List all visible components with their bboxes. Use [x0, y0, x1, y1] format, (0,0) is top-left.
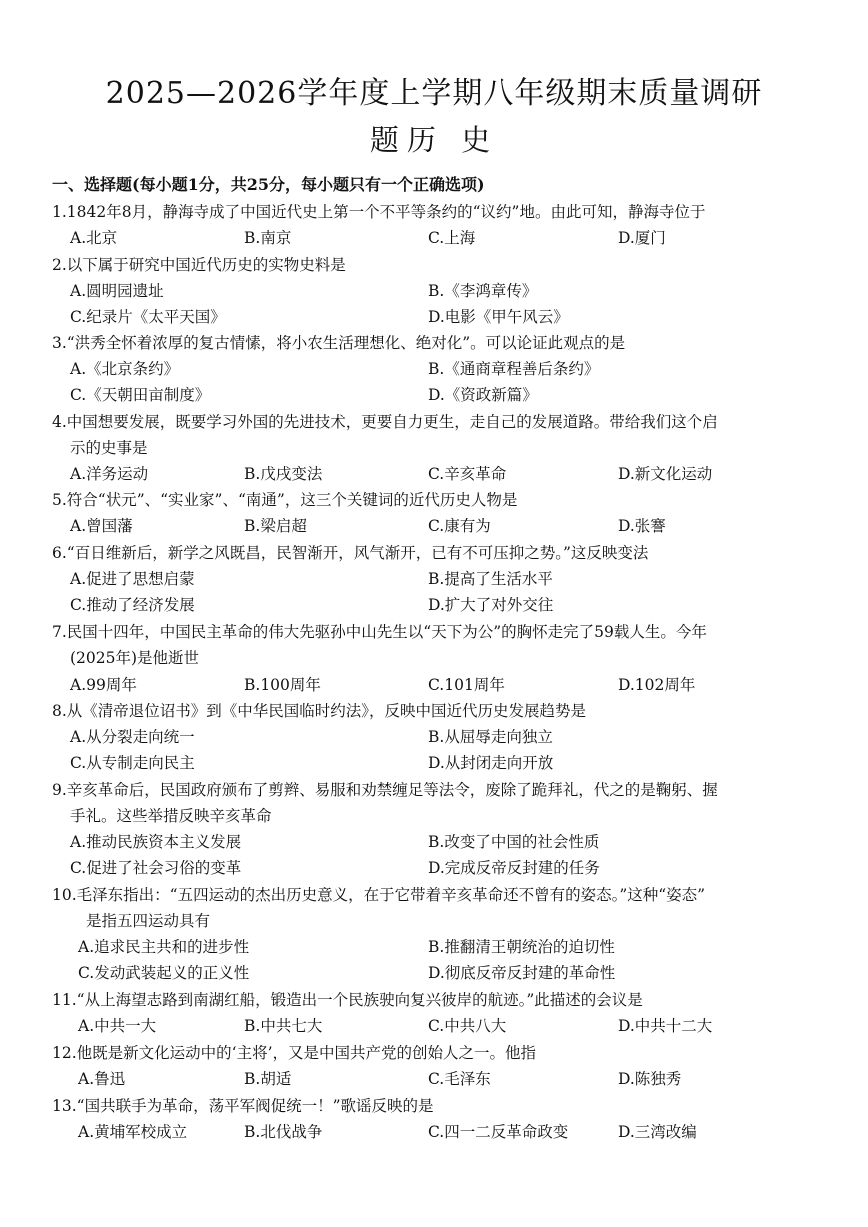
q5-option-a: A.曾国藩 — [70, 517, 133, 535]
question-8-options-row1 — [0, 726, 868, 748]
q3-option-a: A.《北京条约》 — [70, 360, 180, 378]
q10-option-c: C.发动武装起义的正义性 — [78, 964, 250, 982]
question-7-stem: 7.民国十四年，中国民主革命的伟大先驱孙中山先生以“天下为公”的胸怀走完了59载人生。今年 — [52, 623, 707, 641]
question-12-options — [0, 1068, 868, 1090]
q6-option-c: C.推动了经济发展 — [70, 596, 195, 614]
question-2-options-row2 — [0, 306, 868, 328]
q8-option-c: C.从专制走向民主 — [70, 754, 195, 772]
question-3-stem: 3.“洪秀全怀着浓厚的复古情愫，将小农生活理想化、绝对化”。可以论证此观点的是 — [52, 334, 626, 352]
question-9-stem: 9.辛亥革命后，民国政府颁布了剪辫、易服和劝禁缠足等法令，废除了跪拜礼，代之的是鞠躬、握 — [52, 781, 718, 799]
q5-option-b: B.梁启超 — [244, 517, 307, 535]
question-13-stem: 13.“国共联手为革命，荡平军阀促统一！”歌谣反映的是 — [52, 1097, 434, 1115]
question-8-options-row2 — [0, 752, 868, 774]
question-12-stem: 12.他既是新文化运动中的‘主将’，又是中国共产党的创始人之一。他指 — [52, 1044, 537, 1062]
q2-option-b: B.《李鸿章传》 — [428, 282, 538, 300]
q13-option-c: C.四一二反革命政变 — [428, 1123, 569, 1141]
q5-option-c: C.康有为 — [428, 517, 491, 535]
question-10-options-row1 — [0, 936, 868, 958]
q12-option-d: D.陈独秀 — [618, 1070, 682, 1088]
q6-option-b: B.提高了生活水平 — [428, 570, 553, 588]
question-10-options-row2 — [0, 962, 868, 984]
question-4-options — [0, 463, 868, 485]
q13-option-d: D.三湾改编 — [618, 1123, 697, 1141]
q12-option-b: B.胡适 — [244, 1070, 292, 1088]
q9-option-a: A.推动民族资本主义发展 — [70, 833, 242, 851]
q3-option-c: C.《天朝田亩制度》 — [70, 386, 211, 404]
q7-option-a: A.99周年 — [70, 676, 137, 694]
q7-option-c: C.101周年 — [428, 676, 505, 694]
q3-option-b: B.《通商章程善后条约》 — [428, 360, 600, 378]
question-2-options-row1 — [0, 280, 868, 302]
q7-option-b: B.100周年 — [244, 676, 321, 694]
q2-option-c: C.纪录片《太平天国》 — [70, 308, 226, 326]
q5-option-d: D.张謇 — [618, 517, 666, 535]
q13-option-a: A.黄埔军校成立 — [78, 1123, 188, 1141]
q1-option-c: C.上海 — [428, 229, 476, 247]
q6-option-d: D.扩大了对外交往 — [428, 596, 554, 614]
q4-option-b: B.戊戌变法 — [244, 465, 323, 483]
q7-option-d: D.102周年 — [618, 676, 696, 694]
question-9-stem-cont: 手礼。这些举措反映辛亥革命 — [70, 807, 272, 825]
q3-option-d: D.《资政新篇》 — [428, 386, 538, 404]
exam-title: 2025—2026学年度上学期八年级期末质量调研 — [105, 76, 763, 111]
question-13-options — [0, 1121, 868, 1143]
question-2-stem: 2.以下属于研究中国近代历史的实物史料是 — [52, 256, 346, 274]
question-11-stem: 11.“从上海望志路到南湖红船，锻造出一个民族驶向复兴彼岸的航迹。”此描述的会议是 — [52, 991, 643, 1009]
q4-option-a: A.洋务运动 — [70, 465, 149, 483]
question-1-stem: 1.1842年8月，静海寺成了中国近代史上第一个不平等条约的“议约”地。由此可知，静海寺位于 — [52, 203, 706, 221]
q9-option-c: C.促进了社会习俗的变革 — [70, 859, 242, 877]
question-4-stem: 4.中国想要发展，既要学习外国的先进技术，更要自力更生，走自己的发展道路。带给我们这个启 — [52, 413, 718, 431]
q1-option-a: A.北京 — [70, 229, 118, 247]
question-10-stem-cont: 是指五四运动具有 — [86, 912, 211, 930]
question-1-options — [0, 227, 868, 249]
q8-option-b: B.从屈辱走向独立 — [428, 728, 553, 746]
q2-option-a: A.圆明园遗址 — [70, 282, 164, 300]
question-9-options-row1 — [0, 831, 868, 853]
q12-option-a: A.鲁迅 — [78, 1070, 126, 1088]
q11-option-c: C.中共八大 — [428, 1017, 507, 1035]
question-8-stem: 8.从《清帝退位诏书》到《中华民国临时约法》，反映中国近代历史发展趋势是 — [52, 702, 587, 720]
question-6-options-row1 — [0, 568, 868, 590]
exam-subject: 题历 史 — [369, 123, 499, 157]
q11-option-a: A.中共一大 — [78, 1017, 157, 1035]
question-5-options — [0, 515, 868, 537]
q8-option-a: A.从分裂走向统一 — [70, 728, 195, 746]
q13-option-b: B.北伐战争 — [244, 1123, 323, 1141]
q2-option-d: D.电影《甲午风云》 — [428, 308, 569, 326]
q9-option-d: D.完成反帝反封建的任务 — [428, 859, 600, 877]
question-5-stem: 5.符合“状元”、“实业家”、“南通”，这三个关键词的近代历史人物是 — [52, 491, 518, 509]
question-11-options — [0, 1015, 868, 1037]
q10-option-d: D.彻底反帝反封建的革命性 — [428, 964, 616, 982]
question-7-stem-cont: (2025年)是他逝世 — [70, 649, 200, 667]
section-heading: 一、选择题(每小题1分，共25分，每小题只有一个正确选项) — [52, 175, 485, 194]
q12-option-c: C.毛泽东 — [428, 1070, 491, 1088]
question-4-stem-cont: 示的史事是 — [70, 439, 148, 457]
q8-option-d: D.从封闭走向开放 — [428, 754, 554, 772]
q1-option-d: D.厦门 — [618, 229, 666, 247]
q4-option-c: C.辛亥革命 — [428, 465, 507, 483]
q10-option-b: B.推翻清王朝统治的迫切性 — [428, 938, 615, 956]
question-3-options-row2 — [0, 384, 868, 406]
q11-option-d: D.中共十二大 — [618, 1017, 713, 1035]
question-6-stem: 6.“百日维新后，新学之风既昌，民智渐开，风气渐开，已有不可压抑之势。”这反映变法 — [52, 544, 649, 562]
question-10-stem: 10.毛泽东指出：“五四运动的杰出历史意义，在于它带着辛亥革命还不曾有的姿态。”这种“姿态” — [52, 886, 706, 904]
q6-option-a: A.促进了思想启蒙 — [70, 570, 195, 588]
q10-option-a: A.追求民主共和的进步性 — [78, 938, 250, 956]
q11-option-b: B.中共七大 — [244, 1017, 323, 1035]
question-9-options-row2 — [0, 857, 868, 879]
q9-option-b: B.改变了中国的社会性质 — [428, 833, 600, 851]
question-7-options — [0, 674, 868, 696]
q4-option-d: D.新文化运动 — [618, 465, 713, 483]
question-6-options-row2 — [0, 594, 868, 616]
question-3-options-row1 — [0, 358, 868, 380]
q1-option-b: B.南京 — [244, 229, 292, 247]
